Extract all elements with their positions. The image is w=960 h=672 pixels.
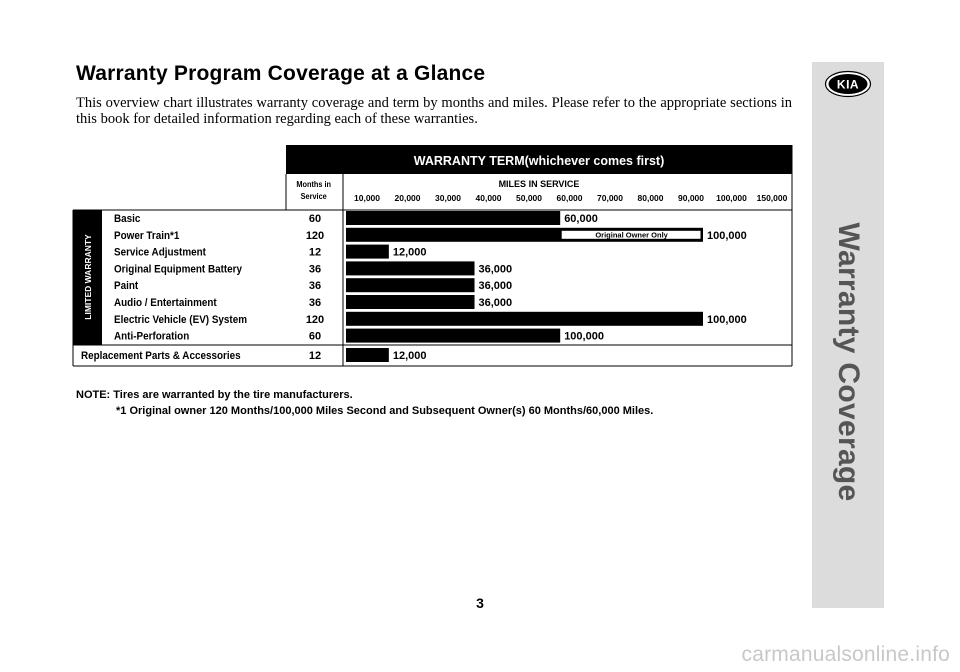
miles-tick-label: 40,000 bbox=[475, 193, 502, 203]
row-name: Basic bbox=[114, 213, 141, 226]
row-bar bbox=[346, 329, 560, 343]
row-months: 60 bbox=[308, 213, 322, 225]
footnote: *1 Original owner 120 Months/100,000 Miles Second and Subsequent Owner(s) 60 Months/60,000 Miles. bbox=[116, 405, 654, 417]
row-months: 36 bbox=[308, 280, 322, 293]
row-name: Anti-Perforation bbox=[114, 331, 190, 343]
row-name: Paint bbox=[114, 280, 139, 293]
row-bar-label: 12,000 bbox=[392, 350, 427, 362]
warranty-rows bbox=[81, 211, 747, 362]
row-bar-label: 100,000 bbox=[564, 330, 604, 343]
row-bar bbox=[346, 245, 389, 259]
row-name: Original Equipment Battery bbox=[114, 263, 243, 276]
side-title-text: Warranty Coverage bbox=[832, 222, 865, 502]
row-bar-label: 36,000 bbox=[478, 263, 513, 276]
miles-tick-label: 150,000 bbox=[756, 193, 788, 203]
miles-tick-label: 70,000 bbox=[597, 193, 623, 203]
row-bar bbox=[346, 211, 560, 225]
row-bar-label: 60,000 bbox=[564, 213, 598, 225]
row-months: 120 bbox=[305, 229, 325, 242]
row-bar-label: 36,000 bbox=[478, 297, 513, 309]
row-bar bbox=[346, 312, 703, 326]
row-months: 36 bbox=[308, 263, 322, 276]
row-bar bbox=[346, 278, 475, 292]
miles-label: MILES IN SERVICE bbox=[498, 179, 580, 189]
row-months: 12 bbox=[308, 246, 322, 259]
chart-header-text: WARRANTY TERM(whichever comes first) bbox=[413, 154, 665, 168]
row-name: Replacement Parts & Accessories bbox=[81, 350, 241, 363]
months-label-2: Service bbox=[300, 191, 327, 202]
miles-tick-label: 50,000 bbox=[516, 193, 542, 203]
miles-ticks bbox=[354, 193, 788, 203]
miles-tick-label: 100,000 bbox=[716, 193, 747, 203]
row-bar-label: 36,000 bbox=[478, 280, 513, 293]
kia-logo bbox=[824, 70, 872, 98]
row-bar-label: 12,000 bbox=[392, 246, 427, 259]
months-label-1: Months in bbox=[296, 179, 332, 190]
row-name: Power Train*1 bbox=[114, 230, 180, 242]
intro-paragraph: This overview chart illustrates warranty coverage and term by months and miles. Please refer to the appropriate sections in this book for detailed information regarding each of these warranties. bbox=[76, 95, 792, 127]
miles-tick-label: 80,000 bbox=[637, 193, 664, 203]
miles-tick-label: 30,000 bbox=[435, 193, 461, 203]
row-bar bbox=[346, 295, 475, 309]
sidebar bbox=[812, 62, 884, 608]
original-owner-label: Original Owner Only bbox=[595, 230, 668, 240]
page-title: Warranty Program Coverage at a Glance bbox=[76, 62, 486, 85]
row-months: 60 bbox=[308, 330, 322, 343]
miles-tick-label: 90,000 bbox=[678, 193, 704, 203]
miles-tick-label: 10,000 bbox=[354, 193, 380, 203]
note: NOTE: Tires are warranted by the tire manufacturers. bbox=[76, 389, 353, 401]
row-name: Audio / Entertainment bbox=[114, 297, 217, 310]
row-bar bbox=[346, 348, 389, 362]
page-number: 3 bbox=[476, 595, 484, 611]
miles-tick-label: 20,000 bbox=[394, 193, 421, 203]
watermark: carmanualsonline.info bbox=[741, 643, 950, 666]
row-months: 12 bbox=[308, 350, 322, 362]
row-name: Electric Vehicle (EV) System bbox=[114, 314, 248, 326]
group-label: LIMITED WARRANTY bbox=[83, 234, 93, 320]
row-bar-label: 100,000 bbox=[707, 313, 747, 326]
kia-logo-text: KIA bbox=[836, 77, 860, 92]
row-months: 36 bbox=[308, 297, 322, 309]
row-bar-label: 100,000 bbox=[707, 229, 747, 242]
row-name: Service Adjustment bbox=[114, 247, 206, 259]
row-bar bbox=[346, 261, 475, 275]
row-months: 120 bbox=[305, 313, 325, 326]
miles-tick-label: 60,000 bbox=[556, 193, 583, 203]
